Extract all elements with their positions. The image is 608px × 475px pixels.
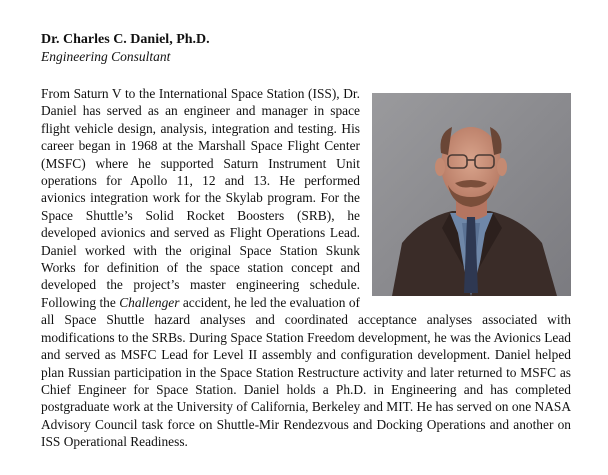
biography xyxy=(41,85,571,451)
bio-emphasis-challenger: Challenger xyxy=(119,294,180,310)
portrait-image xyxy=(372,93,571,296)
portrait-photo xyxy=(372,93,571,296)
person-name: Dr. Charles C. Daniel, Ph.D. xyxy=(41,32,210,47)
person-title: Engineering Consultant xyxy=(41,49,171,64)
bio-text-part2: accident, he led the evaluation of all Space Shuttle hazard analyses and coordinated acceptance analyses associated with modifications to the SRBs. During Space Station Freedom development, he was the Avionics Lead and served as MSFC Lead for Level II assembly and configuration development. Daniel helped plan Russian participation in the Space Station Restructure activity and later returned to MSFC as Chief Engineer for Space Station. Daniel holds a Ph.D. in Engineering and has completed postgraduate work at the University of California, Berkeley and MIT. He has served on one NASA Advisory Council task force on Shuttle-Mir Rendezvous and Docking Operations and another on ISS Operational Readiness. xyxy=(41,294,571,450)
bio-text-part1: From Saturn V to the International Space Station (ISS), Dr. Daniel has served as an engineer and manager in space flight vehicle design, analysis, integration and testing. His career began in 1968 at the Marshall Space Flight Center (MSFC) where he supported Saturn Instrument Unit operations for Apollo 11, 12 and 13. He performed avionics integration work for the Skylab program. For the Space Shuttle’s Solid Rocket Boosters (SRB), he developed avionics and served as Flight Operations Lead. Daniel worked with the original Space Station Skunk Works for definition of the space station concept and developed the project’s master engineering schedule. Following the xyxy=(41,86,360,310)
